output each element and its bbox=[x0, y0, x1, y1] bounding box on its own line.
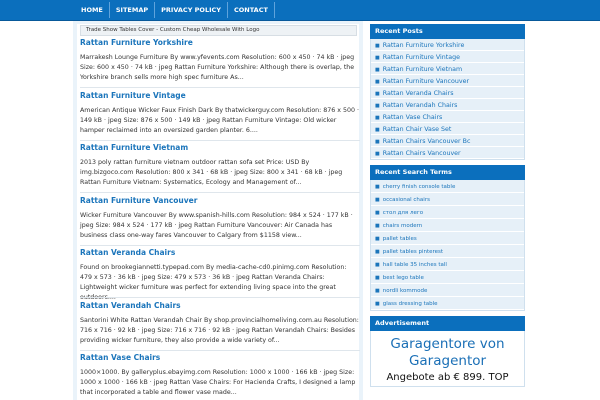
bullet-icon: ■ bbox=[375, 262, 380, 268]
search-term-label: pallet tables bbox=[382, 236, 417, 242]
search-term-label: cherry finish console table bbox=[382, 184, 456, 190]
bullet-icon: ■ bbox=[375, 79, 380, 85]
bullet-icon: ■ bbox=[375, 67, 380, 73]
recent-post-label: Rattan Chairs Vancouver Bc bbox=[382, 138, 471, 145]
sidebar bbox=[370, 24, 525, 387]
search-term-label: glass dressing table bbox=[382, 301, 438, 307]
recent-post-label: Rattan Furniture Vietnam bbox=[382, 66, 463, 73]
bullet-icon: ■ bbox=[375, 184, 380, 190]
bullet-icon: ■ bbox=[375, 55, 380, 61]
recent-post-label: Rattan Furniture Yorkshire bbox=[382, 42, 465, 49]
ad-subtitle: Angebote ab € 899. TOP bbox=[386, 372, 509, 383]
post bbox=[80, 196, 360, 241]
recent-post-label: Rattan Verandah Chairs bbox=[382, 102, 458, 109]
recent-search-heading: Recent Search Terms bbox=[370, 165, 525, 180]
recent-post-link[interactable] bbox=[371, 39, 524, 51]
post-divider bbox=[80, 297, 360, 298]
bullet-icon: ■ bbox=[375, 249, 380, 255]
post-excerpt: 1000×1000. By galleryplus.ebayimg.com Resolution: 1000 x 1000 · 166 kB · jpeg Size: 1000 x 1000 · 166 kB · jpeg Rattan Vase Chairs: For Hacienda Crafts, I designed a lamp that incorporated a table and flower vase made... bbox=[80, 369, 356, 396]
nav-contact-link[interactable]: CONTACT bbox=[228, 2, 275, 18]
bullet-icon: ■ bbox=[375, 301, 380, 307]
recent-post-link[interactable] bbox=[371, 135, 524, 147]
breadcrumb: Trade Show Tables Cover - Custom Cheap Wholesale With Logo bbox=[80, 25, 357, 36]
recent-post-label: Rattan Chairs Vancouver bbox=[382, 150, 461, 157]
search-term-link[interactable] bbox=[371, 297, 524, 310]
search-term-link[interactable] bbox=[371, 219, 524, 232]
recent-post-link[interactable] bbox=[371, 111, 524, 123]
post-title-link[interactable]: Rattan Furniture Vintage bbox=[80, 91, 186, 100]
bullet-icon: ■ bbox=[375, 115, 380, 121]
recent-post-label: Rattan Furniture Vancouver bbox=[382, 78, 470, 85]
recent-post-link[interactable] bbox=[371, 75, 524, 87]
post-title-link[interactable]: Rattan Furniture Vietnam bbox=[80, 143, 189, 152]
search-term-link[interactable] bbox=[371, 180, 524, 193]
post-excerpt: Wicker Furniture Vancouver By www.spanish-hills.com Resolution: 984 x 524 · 177 kB · jpeg Size: 984 x 524 · 177 kB · jpeg Rattan Furniture Vancouver: Air Canada has business class one-way fares Vancouver to Calgary from $1158 view... bbox=[80, 212, 353, 239]
search-term-link[interactable] bbox=[371, 284, 524, 297]
bullet-icon: ■ bbox=[375, 43, 380, 49]
post-title-link[interactable]: Rattan Vase Chairs bbox=[80, 353, 161, 362]
bullet-icon: ■ bbox=[375, 236, 380, 242]
post-excerpt: Santorini White Rattan Verandah Chair By shop.provincialhomeliving.com.au Resolution: 716 x 716 · 92 kB · jpeg Size: 716 x 716 · 92 kB · jpeg Rattan Verandah Chairs: Besides providing wicker furniture, they also provide a wide variety of... bbox=[80, 317, 359, 344]
post-divider bbox=[80, 192, 360, 193]
recent-post-label: Rattan Furniture Vintage bbox=[382, 54, 460, 61]
recent-post-link[interactable] bbox=[371, 63, 524, 75]
ad-title-link[interactable]: Garagentore von Garagentor bbox=[390, 336, 505, 369]
nav-sitemap-link[interactable]: SITEMAP bbox=[110, 2, 155, 18]
search-term-link[interactable] bbox=[371, 232, 524, 245]
post-title-link[interactable]: Rattan Furniture Yorkshire bbox=[80, 38, 193, 47]
recent-posts-list bbox=[370, 39, 525, 160]
recent-posts-heading: Recent Posts bbox=[370, 24, 525, 39]
search-term-label: occasional chairs bbox=[382, 197, 430, 203]
bullet-icon: ■ bbox=[375, 223, 380, 229]
post-divider bbox=[80, 245, 360, 246]
search-term-label: nordli kommode bbox=[382, 288, 428, 294]
search-term-label: hall table 35 inches tall bbox=[382, 262, 447, 268]
search-term-link[interactable] bbox=[371, 245, 524, 258]
post-divider bbox=[80, 140, 360, 141]
post bbox=[80, 143, 360, 188]
search-term-label: best lego table bbox=[382, 275, 424, 281]
post bbox=[80, 301, 360, 346]
search-term-link[interactable] bbox=[371, 193, 524, 206]
bullet-icon: ■ bbox=[375, 288, 380, 294]
search-term-label: chairs modern bbox=[382, 223, 423, 229]
post bbox=[80, 248, 360, 303]
nav-privacy-policy-link[interactable]: PRIVACY POLICY bbox=[155, 2, 228, 18]
bullet-icon: ■ bbox=[375, 275, 380, 281]
post-title-link[interactable]: Rattan Veranda Chairs bbox=[80, 248, 176, 257]
recent-post-label: Rattan Chair Vase Set bbox=[382, 126, 452, 133]
post-excerpt: American Antique Wicker Faux Finish Dark By thatwickerguy.com Resolution: 876 x 500 · 149 kB · jpeg Size: 876 x 500 · 149 kB · jpeg Rattan Furniture Vintage: Old wicker hamper reclaimed into an oversized garden planter. 6.... bbox=[80, 107, 360, 134]
post-divider bbox=[80, 87, 360, 88]
advertisement-box[interactable] bbox=[370, 331, 525, 387]
post-title-link[interactable]: Rattan Verandah Chairs bbox=[80, 301, 181, 310]
search-term-link[interactable] bbox=[371, 271, 524, 284]
search-term-label: pallet tables pinterest bbox=[382, 249, 444, 255]
post-title-link[interactable]: Rattan Furniture Vancouver bbox=[80, 196, 198, 205]
post-excerpt: 2013 poly rattan furniture vietnam outdoor rattan sofa set Price: USD By img.bizgoco.com Resolution: 800 x 341 · 68 kB · jpeg Size: 800 x 341 · 68 kB · jpeg Rattan Furniture Vietnam: Systematics, Ecology and Management of... bbox=[80, 159, 343, 186]
bullet-icon: ■ bbox=[375, 103, 380, 109]
main-menu bbox=[75, 2, 275, 18]
bullet-icon: ■ bbox=[375, 91, 380, 97]
search-term-link[interactable] bbox=[371, 258, 524, 271]
post-divider bbox=[80, 350, 360, 351]
post bbox=[80, 353, 360, 398]
search-term-link[interactable] bbox=[371, 206, 524, 219]
recent-post-label: Rattan Veranda Chairs bbox=[382, 90, 454, 97]
recent-post-link[interactable] bbox=[371, 51, 524, 63]
bullet-icon: ■ bbox=[375, 151, 380, 157]
recent-post-link[interactable] bbox=[371, 147, 524, 159]
recent-post-link[interactable] bbox=[371, 99, 524, 111]
post-excerpt: Marrakesh Lounge Furniture By www.yfevents.com Resolution: 600 x 450 · 74 kB · jpeg Size: 600 x 450 · 74 kB · jpeg Rattan Furniture Yorkshire: Although there is overlap, the Yorkshire branch sells more high spec furniture As... bbox=[80, 54, 355, 81]
recent-search-list bbox=[370, 180, 525, 311]
recent-post-link[interactable] bbox=[371, 87, 524, 99]
bullet-icon: ■ bbox=[375, 139, 380, 145]
post-excerpt: Found on brookegiannetti.typepad.com By media-cache-cd0.pinimg.com Resolution: 479 x 573 · 36 kB · jpeg Size: 479 x 573 · 36 kB · jpeg Rattan Veranda Chairs: Lightweight wicker furniture was perfect for extending living space into the great outdoors.... bbox=[80, 264, 347, 301]
bullet-icon: ■ bbox=[375, 210, 380, 216]
recent-post-link[interactable] bbox=[371, 123, 524, 135]
search-term-label: стол для лего bbox=[382, 210, 424, 216]
recent-post-label: Rattan Vase Chairs bbox=[382, 114, 443, 121]
bullet-icon: ■ bbox=[375, 197, 380, 203]
post bbox=[80, 38, 360, 83]
nav-home-link[interactable]: HOME bbox=[75, 2, 110, 18]
post bbox=[80, 91, 360, 136]
bullet-icon: ■ bbox=[375, 127, 380, 133]
advertisement-heading: Advertisement bbox=[370, 316, 525, 331]
